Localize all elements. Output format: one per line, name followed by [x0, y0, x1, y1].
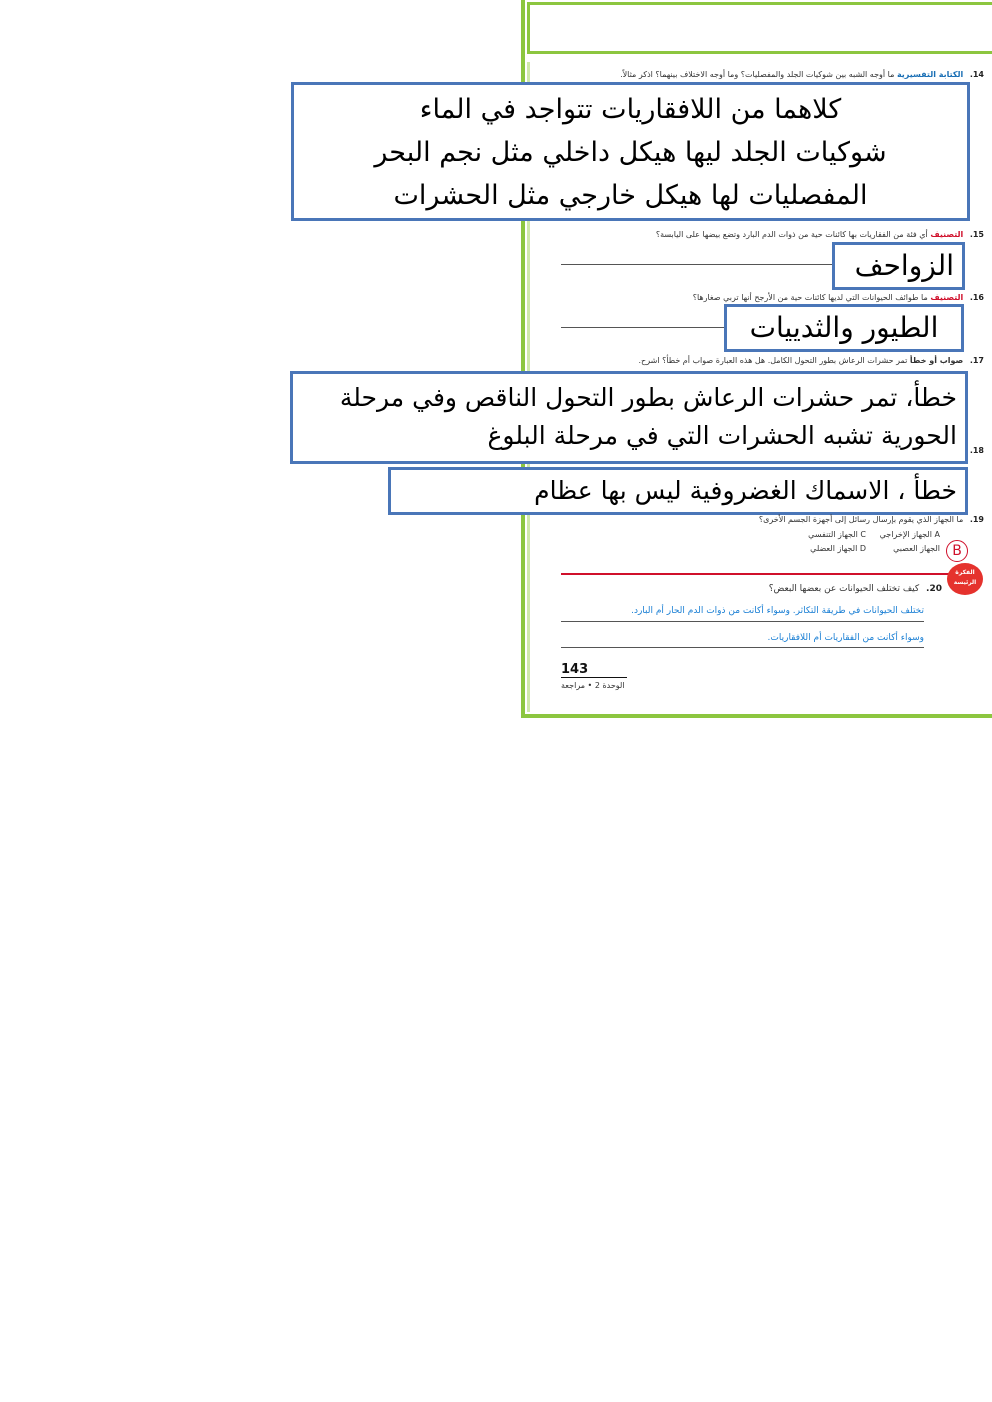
- page-number: 143: [561, 662, 627, 678]
- answer-box-14[interactable]: [291, 82, 970, 221]
- answer-line: شوكيات الجلد ليها هيكل داخلي مثل نجم البحر: [374, 137, 887, 168]
- option-d[interactable]: D الجهاز العضلي: [810, 544, 866, 553]
- question-16: [693, 293, 984, 302]
- option-b[interactable]: الجهاز العصبي: [893, 544, 940, 553]
- answer-rule: [561, 327, 729, 328]
- badge-label: الفكرة: [955, 569, 975, 576]
- answer-rule: [561, 264, 837, 265]
- option-a[interactable]: A الجهاز الإخراجي: [879, 530, 940, 539]
- question-number: 18.: [969, 446, 984, 455]
- question-text: أي فئة من الفقاريات بها كائنات حية من ذوات الدم البارد وتضع بيضها على اليابسة؟: [655, 230, 928, 239]
- question-17: [638, 356, 984, 365]
- question-text: ما الجهاز الذي يقوم بإرسال رسائل إلى أجهزة الجسم الأخرى؟: [758, 515, 964, 524]
- answer-box-16[interactable]: الطيور والثدييات: [724, 304, 964, 352]
- question-20: [769, 584, 942, 594]
- question-keyword: صواب أو خطأ: [909, 356, 964, 365]
- answer-box-15[interactable]: الزواحف: [832, 242, 965, 290]
- question-number: 14.: [969, 70, 984, 79]
- question-number: 15.: [969, 230, 984, 239]
- selected-option-marker: B: [946, 540, 968, 562]
- answer-box-17[interactable]: [290, 371, 968, 464]
- answer-key-line: وسواء أكانت من الفقاريات أم اللافقاريات.: [767, 633, 924, 643]
- main-idea-badge: [947, 563, 983, 595]
- question-text: ما طوائف الحيوانات التي لديها كائنات حية من الأرجح أنها تربي صغارها؟: [692, 293, 928, 302]
- answer-rule: [561, 621, 924, 622]
- question-keyword: التصنيف: [930, 230, 964, 239]
- question-number: 19.: [969, 515, 984, 524]
- question-number: 17.: [969, 356, 984, 365]
- question-keyword: التصنيف: [930, 293, 964, 302]
- answer-line: خطأ، تمر حشرات الرعاش بطور التحول الناقص وفي مرحلة: [339, 383, 957, 412]
- question-number: 16.: [969, 293, 984, 302]
- question-text: ما أوجه الشبه بين شوكيات الجلد والمفصليات؟ وما أوجه الاختلاف بينهما؟ اذكر مثالاً.: [620, 70, 895, 79]
- question-text: تمر حشرات الرعاش بطور التحول الكامل. هل هذه العبارة صواب أم خطأ؟ اشرح.: [638, 356, 908, 365]
- question-text: كيف تختلف الحيوانات عن بعضها البعض؟: [768, 584, 920, 594]
- answer-rule: [561, 647, 924, 648]
- question-18: [966, 446, 984, 455]
- answer-line: المفصليات لها هيكل خارجي مثل الحشرات: [393, 180, 868, 211]
- section-divider: [561, 573, 953, 575]
- page-header-frame: [527, 2, 992, 54]
- answer-line: كلاهما من اللافقاريات تتواجد في الماء: [419, 94, 842, 125]
- question-15: [656, 230, 984, 239]
- question-19: [759, 515, 984, 524]
- badge-label: الرئيسة: [953, 579, 977, 586]
- option-c[interactable]: C الجهاز التنفسي: [808, 530, 866, 539]
- page-footer: الوحدة 2 • مراجعة: [561, 681, 625, 690]
- question-number: 20.: [926, 584, 942, 594]
- answer-box-18[interactable]: خطأ ، الاسماك الغضروفية ليس بها عظام: [388, 467, 968, 515]
- question-keyword: الكتابة التفسيرية: [896, 70, 964, 79]
- question-14: [620, 70, 984, 79]
- answer-line: الحورية تشبه الحشرات التي في مرحلة البلوغ: [487, 421, 957, 450]
- answer-key-line: تختلف الحيوانات في طريقة التكاثر. وسواء أكانت من ذوات الدم الحار أم البارد.: [631, 606, 924, 616]
